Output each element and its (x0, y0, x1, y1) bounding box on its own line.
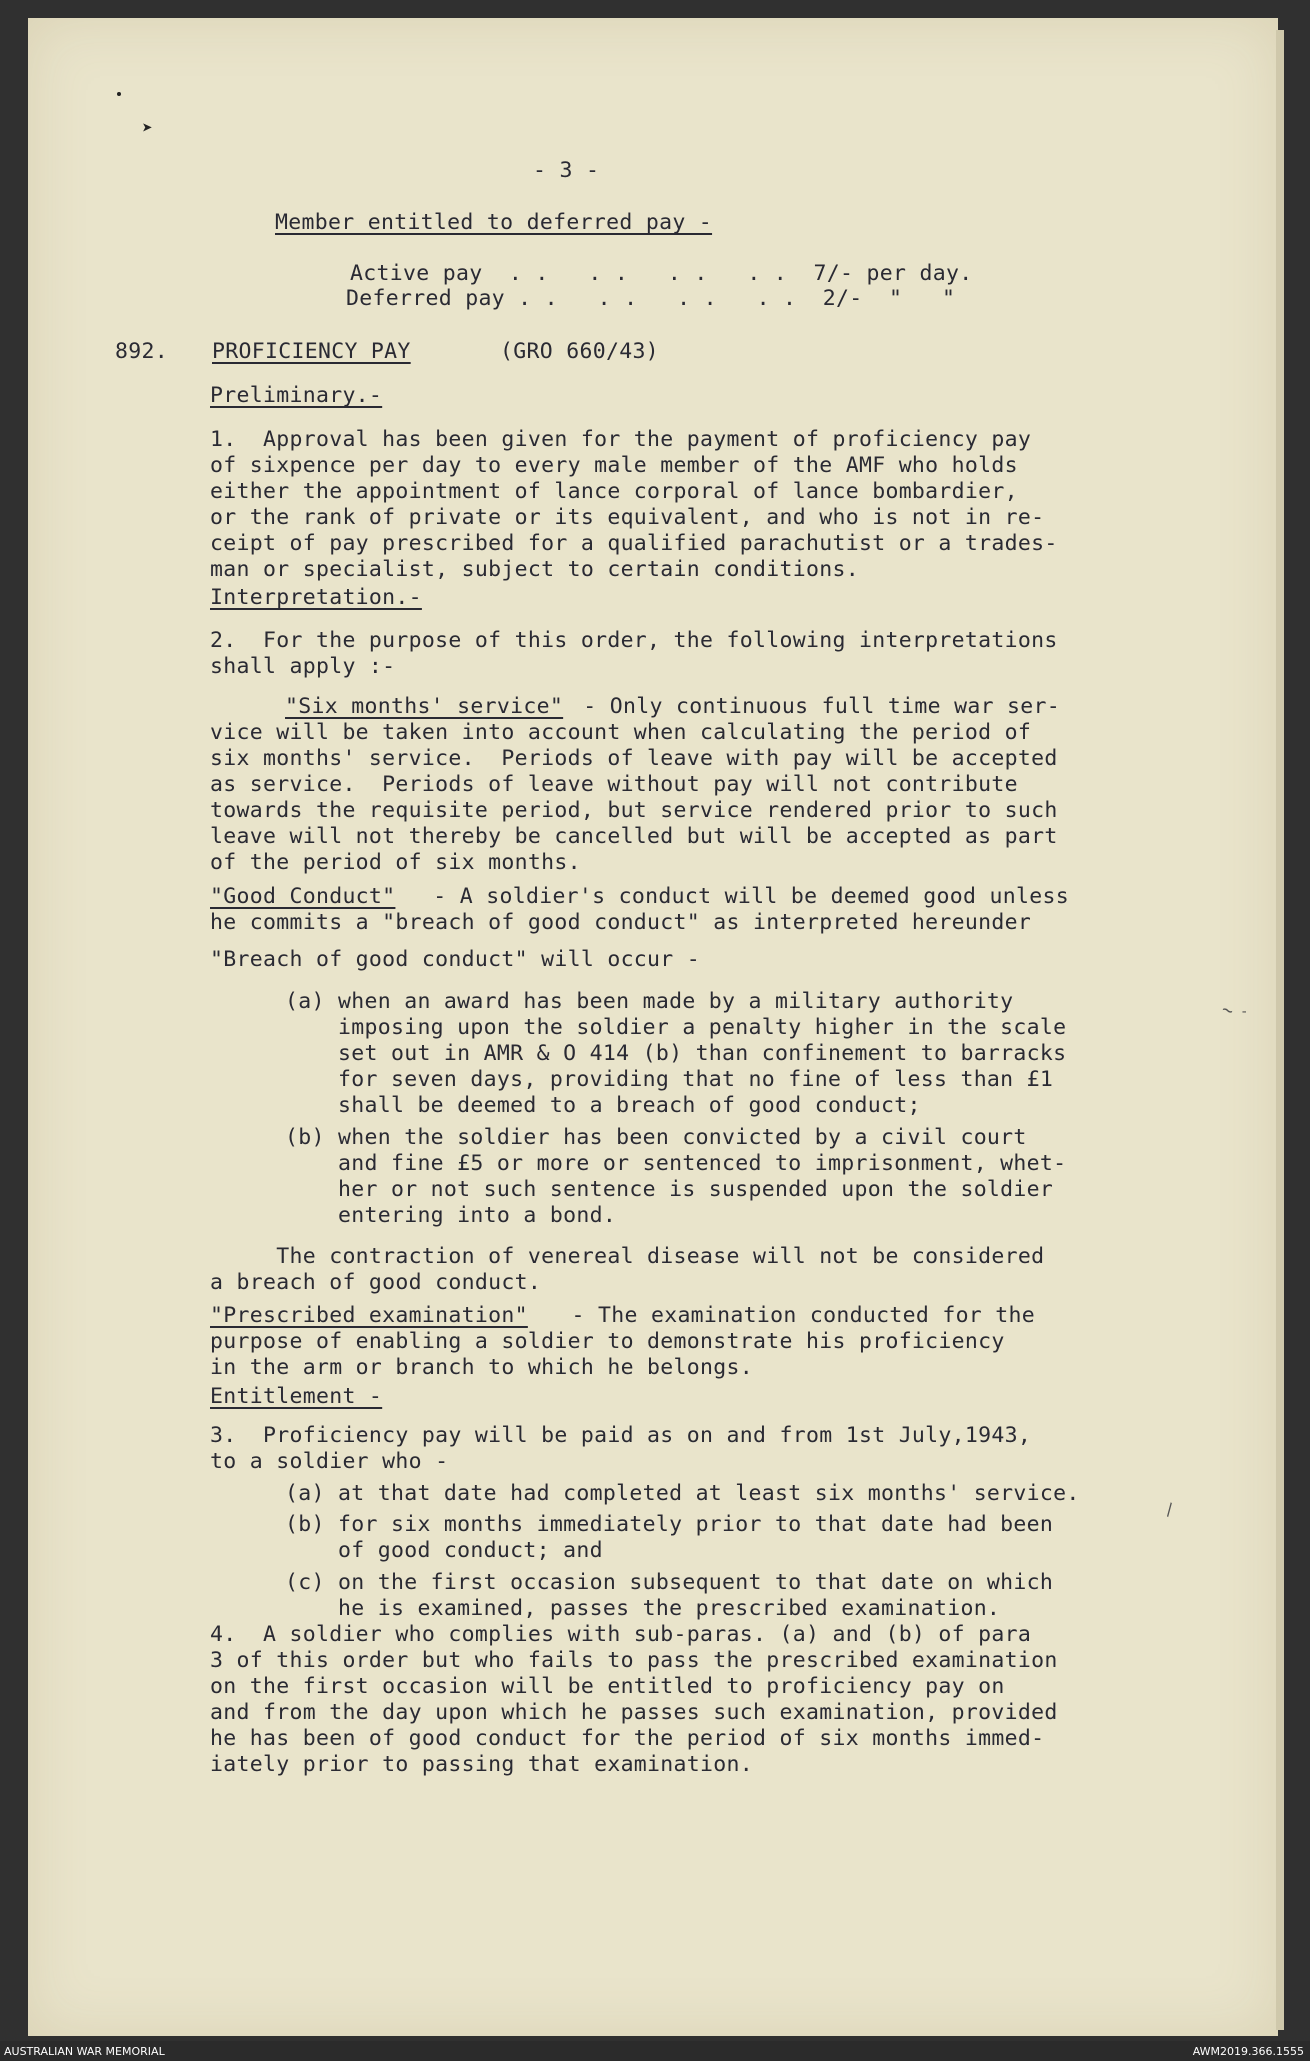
good-conduct-line: - A soldier's conduct will be deemed good unless (420, 884, 1069, 909)
para-3-line: 3. Proficiency pay will be paid as on and from 1st July,1943, (210, 1423, 1032, 1448)
subheading-interpretation: Interpretation.- (210, 585, 422, 610)
para-3c-line: (c) on the first occasion subsequent to that date on which (285, 1570, 1054, 1595)
six-months-line: as service. Periods of leave without pay will not contribute (210, 772, 1018, 797)
ink-mark-arrow: ➤ (142, 118, 153, 139)
pencil-mark: \ (1160, 1499, 1180, 1520)
breach-b-line: and fine £5 or more or sentenced to imprisonment, whet- (285, 1151, 1067, 1176)
term-good-conduct: "Good Conduct" (210, 884, 396, 909)
footer-source: AUSTRALIAN WAR MEMORIAL (4, 2045, 165, 2058)
para-1-line: 1. Approval has been given for the payment of proficiency pay (210, 427, 1032, 452)
para-4-line: he has been of good conduct for the period of six months immed- (210, 1726, 1045, 1751)
prescribed-line: purpose of enabling a soldier to demonstrate his proficiency (210, 1329, 1005, 1354)
six-months-line: of the period of six months. (210, 850, 581, 875)
para-1-line: of sixpence per day to every male member of the AMF who holds (210, 453, 1018, 478)
page-number: - 3 - (533, 158, 600, 183)
para-3-line: to a soldier who - (210, 1449, 449, 1474)
subheading-entitlement: Entitlement - (210, 1384, 383, 1409)
para-1-line: or the rank of private or its equivalent, and who is not in re- (210, 505, 1045, 530)
six-months-line: towards the requisite period, but service rendered prior to such (210, 798, 1058, 823)
page-edge (1276, 30, 1284, 2030)
deferred-heading: Member entitled to deferred pay - (275, 210, 713, 235)
para-4-line: 4. A soldier who complies with sub-paras. (a) and (b) of para (210, 1622, 1032, 1647)
section-title: PROFICIENCY PAY (212, 339, 411, 364)
para-4-line: iately prior to passing that examination. (210, 1752, 754, 1777)
breach-b-line: entering into a bond. (285, 1203, 617, 1228)
section-reference: (GRO 660/43) (500, 339, 659, 364)
para-2-line: shall apply :- (210, 654, 396, 679)
six-months-line: - Only continuous full time war ser- (570, 694, 1061, 719)
term-prescribed-examination: "Prescribed examination" (210, 1303, 528, 1328)
breach-heading: "Breach of good conduct" will occur - (210, 947, 701, 972)
deferred-pay-line: Deferred pay . . . . . . . . 2/- " " (346, 286, 956, 311)
breach-a-line: imposing upon the soldier a penalty higher in the scale (285, 1015, 1067, 1040)
six-months-line: leave will not thereby be cancelled but will be accepted as part (210, 824, 1058, 849)
para-4-line: 3 of this order but who fails to pass the prescribed examination (210, 1648, 1058, 1673)
subheading-preliminary: Preliminary.- (210, 383, 383, 408)
para-3b-line: (b) for six months immediately prior to that date had been (285, 1512, 1054, 1537)
breach-b-line: (b) when the soldier has been convicted by a civil court (285, 1125, 1027, 1150)
breach-a-line: for seven days, providing that no fine of less than £1 (285, 1067, 1054, 1092)
pencil-mark: - (1240, 1004, 1249, 1020)
para-3c-line: he is examined, passes the prescribed examination. (285, 1596, 1001, 1621)
footer-id: AWM2019.366.1555 (1192, 2045, 1304, 2058)
para-1-line: ceipt of pay prescribed for a qualified parachutist or a trades- (210, 531, 1058, 556)
footer-bar (0, 2041, 1310, 2061)
breach-a-line: shall be deemed to a breach of good conduct; (285, 1093, 921, 1118)
paragraph-number: 892. (115, 339, 168, 364)
good-conduct-line: he commits a "breach of good conduct" as interpreted hereunder (210, 910, 1032, 935)
venereal-line: a breach of good conduct. (210, 1270, 542, 1295)
active-pay-line: Active pay . . . . . . . . 7/- per day. (350, 261, 973, 286)
para-4-line: on the first occasion will be entitled to proficiency pay on (210, 1674, 1005, 1699)
venereal-line: The contraction of venereal disease will not be considered (210, 1244, 1045, 1269)
ink-mark (117, 92, 121, 96)
prescribed-line: - The examination conducted for the (545, 1303, 1036, 1328)
six-months-line: vice will be taken into account when calculating the period of (210, 720, 1032, 745)
para-3a-line: (a) at that date had completed at least six months' service. (285, 1481, 1080, 1506)
para-1-line: man or specialist, subject to certain conditions. (210, 557, 859, 582)
breach-a-line: (a) when an award has been made by a military authority (285, 989, 1014, 1014)
para-2-line: 2. For the purpose of this order, the following interpretations (210, 628, 1058, 653)
breach-b-line: her or not such sentence is suspended upon the soldier (285, 1177, 1054, 1202)
para-3b-line: of good conduct; and (285, 1538, 603, 1563)
breach-a-line: set out in AMR & O 414 (b) than confinement to barracks (285, 1041, 1067, 1066)
para-1-line: either the appointment of lance corporal of lance bombardier, (210, 479, 1018, 504)
pencil-mark: ~ (1218, 998, 1237, 1023)
six-months-line: six months' service. Periods of leave with pay will be accepted (210, 746, 1058, 771)
prescribed-line: in the arm or branch to which he belongs. (210, 1355, 754, 1380)
term-six-months: "Six months' service" (285, 694, 564, 719)
para-4-line: and from the day upon which he passes such examination, provided (210, 1700, 1058, 1725)
